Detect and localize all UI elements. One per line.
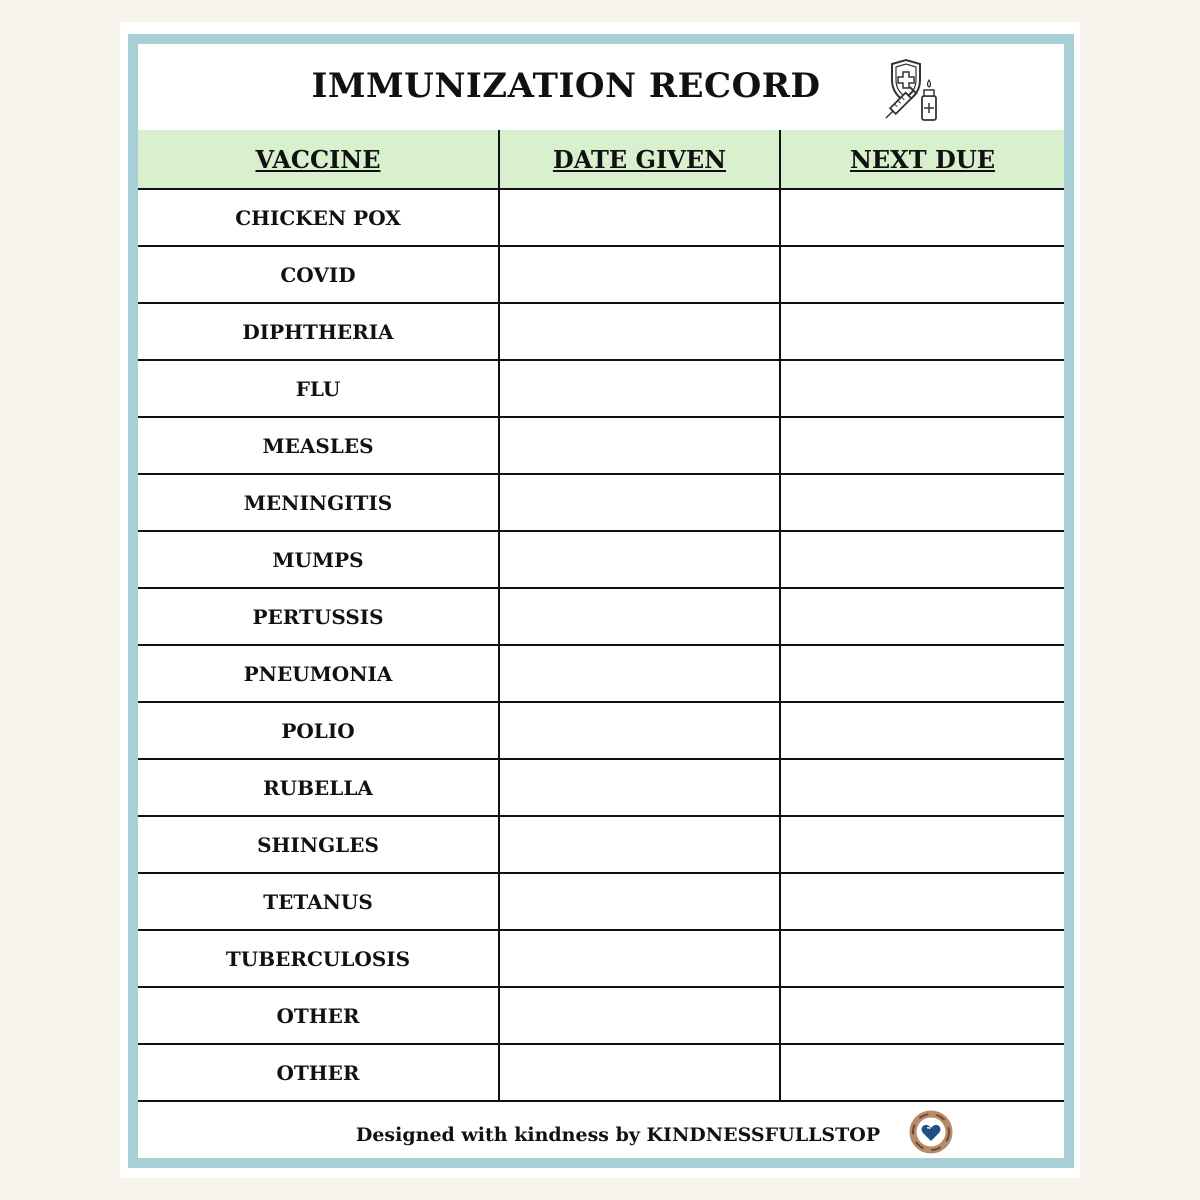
- title-row: [138, 44, 1064, 132]
- date-given-cell[interactable]: [499, 588, 780, 645]
- table-row: [138, 189, 1064, 246]
- table-row: [138, 987, 1064, 1044]
- next-due-cell[interactable]: [780, 702, 1064, 759]
- vaccine-cell: PERTUSSIS: [138, 588, 499, 645]
- next-due-cell[interactable]: [780, 246, 1064, 303]
- vaccine-cell: CHICKEN POX: [138, 189, 499, 246]
- date-given-cell[interactable]: [499, 873, 780, 930]
- date-given-cell[interactable]: [499, 246, 780, 303]
- table-row: [138, 873, 1064, 930]
- footer-credit-text: Designed with kindness by KINDNESSFULLSTOP: [355, 1124, 881, 1146]
- vaccine-cell: PNEUMONIA: [138, 645, 499, 702]
- vaccine-cell: OTHER: [138, 1044, 499, 1101]
- vaccine-cell: MENINGITIS: [138, 474, 499, 531]
- vaccine-shield-syringe-icon: [872, 58, 942, 124]
- date-given-cell[interactable]: [499, 417, 780, 474]
- table-row: [138, 360, 1064, 417]
- table-row: [138, 588, 1064, 645]
- date-given-cell[interactable]: [499, 645, 780, 702]
- column-header-date-given: DATE GIVEN: [499, 130, 780, 189]
- page-frame: [128, 34, 1074, 1168]
- next-due-cell[interactable]: [780, 1044, 1064, 1101]
- date-given-cell[interactable]: [499, 474, 780, 531]
- date-given-cell[interactable]: [499, 189, 780, 246]
- column-header-next-due: NEXT DUE: [780, 130, 1064, 189]
- table-row: [138, 474, 1064, 531]
- column-header-vaccine: VACCINE: [138, 130, 499, 189]
- vaccine-cell: MEASLES: [138, 417, 499, 474]
- table-row: [138, 417, 1064, 474]
- next-due-cell[interactable]: [780, 816, 1064, 873]
- next-due-cell[interactable]: [780, 588, 1064, 645]
- date-given-cell[interactable]: [499, 360, 780, 417]
- table-row: [138, 816, 1064, 873]
- date-given-cell[interactable]: [499, 303, 780, 360]
- vaccine-cell: POLIO: [138, 702, 499, 759]
- table-row: [138, 645, 1064, 702]
- date-given-cell[interactable]: [499, 759, 780, 816]
- next-due-cell[interactable]: [780, 987, 1064, 1044]
- table-row: [138, 531, 1064, 588]
- vaccine-cell: TUBERCULOSIS: [138, 930, 499, 987]
- date-given-cell[interactable]: [499, 987, 780, 1044]
- page-title-text: IMMUNIZATION RECORD: [311, 66, 821, 106]
- date-given-cell[interactable]: [499, 1044, 780, 1101]
- date-given-cell[interactable]: [499, 816, 780, 873]
- table-row: [138, 303, 1064, 360]
- record-sheet: [120, 22, 1080, 1178]
- next-due-cell[interactable]: [780, 873, 1064, 930]
- next-due-cell[interactable]: [780, 303, 1064, 360]
- table-header-row: [138, 130, 1064, 189]
- vaccine-cell: TETANUS: [138, 873, 499, 930]
- next-due-cell[interactable]: [780, 930, 1064, 987]
- next-due-cell[interactable]: [780, 474, 1064, 531]
- date-given-cell[interactable]: [499, 702, 780, 759]
- vaccine-cell: FLU: [138, 360, 499, 417]
- next-due-cell[interactable]: [780, 759, 1064, 816]
- vaccine-cell: COVID: [138, 246, 499, 303]
- immunization-table: [138, 130, 1064, 1102]
- next-due-cell[interactable]: [780, 645, 1064, 702]
- table-row: [138, 759, 1064, 816]
- vaccine-cell: DIPHTHERIA: [138, 303, 499, 360]
- vaccine-cell: OTHER: [138, 987, 499, 1044]
- vaccine-cell: SHINGLES: [138, 816, 499, 873]
- date-given-cell[interactable]: [499, 930, 780, 987]
- hands-heart-logo-icon: [904, 1108, 958, 1156]
- table-row: [138, 1044, 1064, 1101]
- table-row: [138, 246, 1064, 303]
- footer: [138, 1110, 1064, 1158]
- vaccine-cell: RUBELLA: [138, 759, 499, 816]
- table-row: [138, 930, 1064, 987]
- next-due-cell[interactable]: [780, 531, 1064, 588]
- next-due-cell[interactable]: [780, 360, 1064, 417]
- vaccine-cell: MUMPS: [138, 531, 499, 588]
- table-row: [138, 702, 1064, 759]
- date-given-cell[interactable]: [499, 531, 780, 588]
- next-due-cell[interactable]: [780, 189, 1064, 246]
- next-due-cell[interactable]: [780, 417, 1064, 474]
